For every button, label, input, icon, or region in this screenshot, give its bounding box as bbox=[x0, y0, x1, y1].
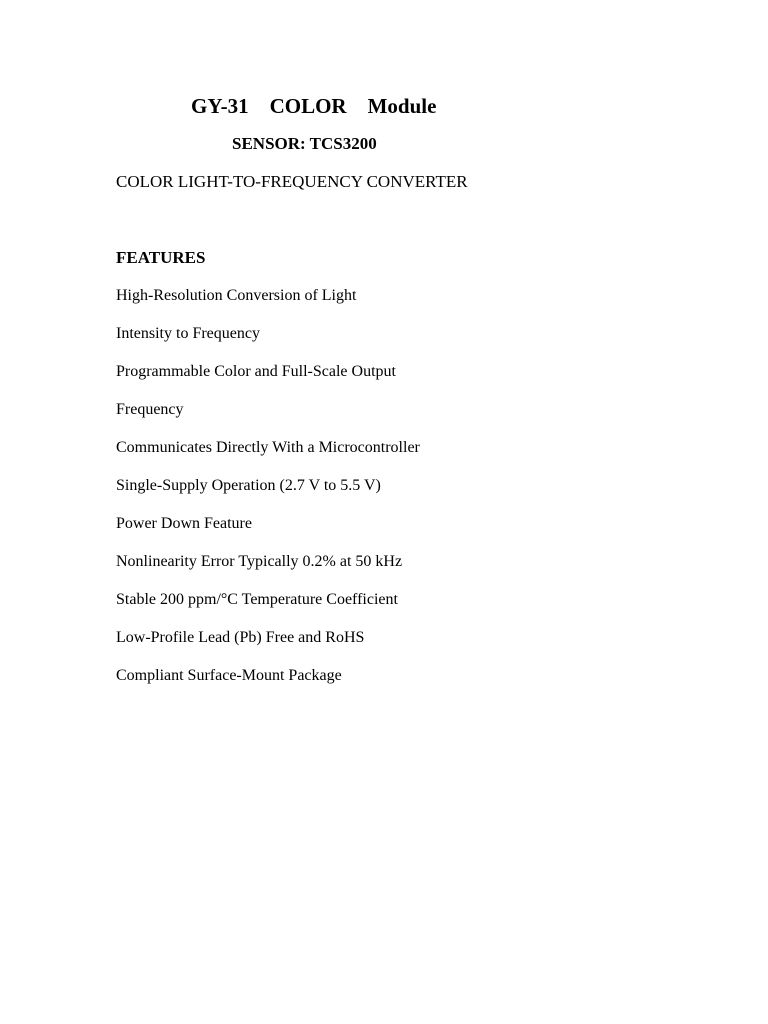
feature-line: Nonlinearity Error Typically 0.2% at 50 kHz bbox=[116, 553, 403, 570]
feature-line: Single-Supply Operation (2.7 V to 5.5 V) bbox=[116, 477, 381, 494]
feature-line: Intensity to Frequency bbox=[116, 325, 260, 342]
document-title: GY-31 COLOR Module bbox=[191, 94, 437, 118]
features-list bbox=[116, 285, 420, 703]
sensor-subtitle: SENSOR: TCS3200 bbox=[232, 134, 377, 153]
feature-line: Communicates Directly With a Microcontroller bbox=[116, 439, 420, 456]
feature-line: Stable 200 ppm/°C Temperature Coefficient bbox=[116, 591, 398, 608]
features-heading: FEATURES bbox=[116, 248, 206, 267]
feature-line: Frequency bbox=[116, 401, 184, 418]
feature-line: Compliant Surface-Mount Package bbox=[116, 667, 342, 684]
feature-line: Power Down Feature bbox=[116, 515, 252, 532]
feature-line: Programmable Color and Full-Scale Output bbox=[116, 363, 396, 380]
feature-line: High-Resolution Conversion of Light bbox=[116, 287, 357, 304]
product-tagline: COLOR LIGHT-TO-FREQUENCY CONVERTER bbox=[116, 172, 468, 191]
feature-line: Low-Profile Lead (Pb) Free and RoHS bbox=[116, 629, 365, 646]
